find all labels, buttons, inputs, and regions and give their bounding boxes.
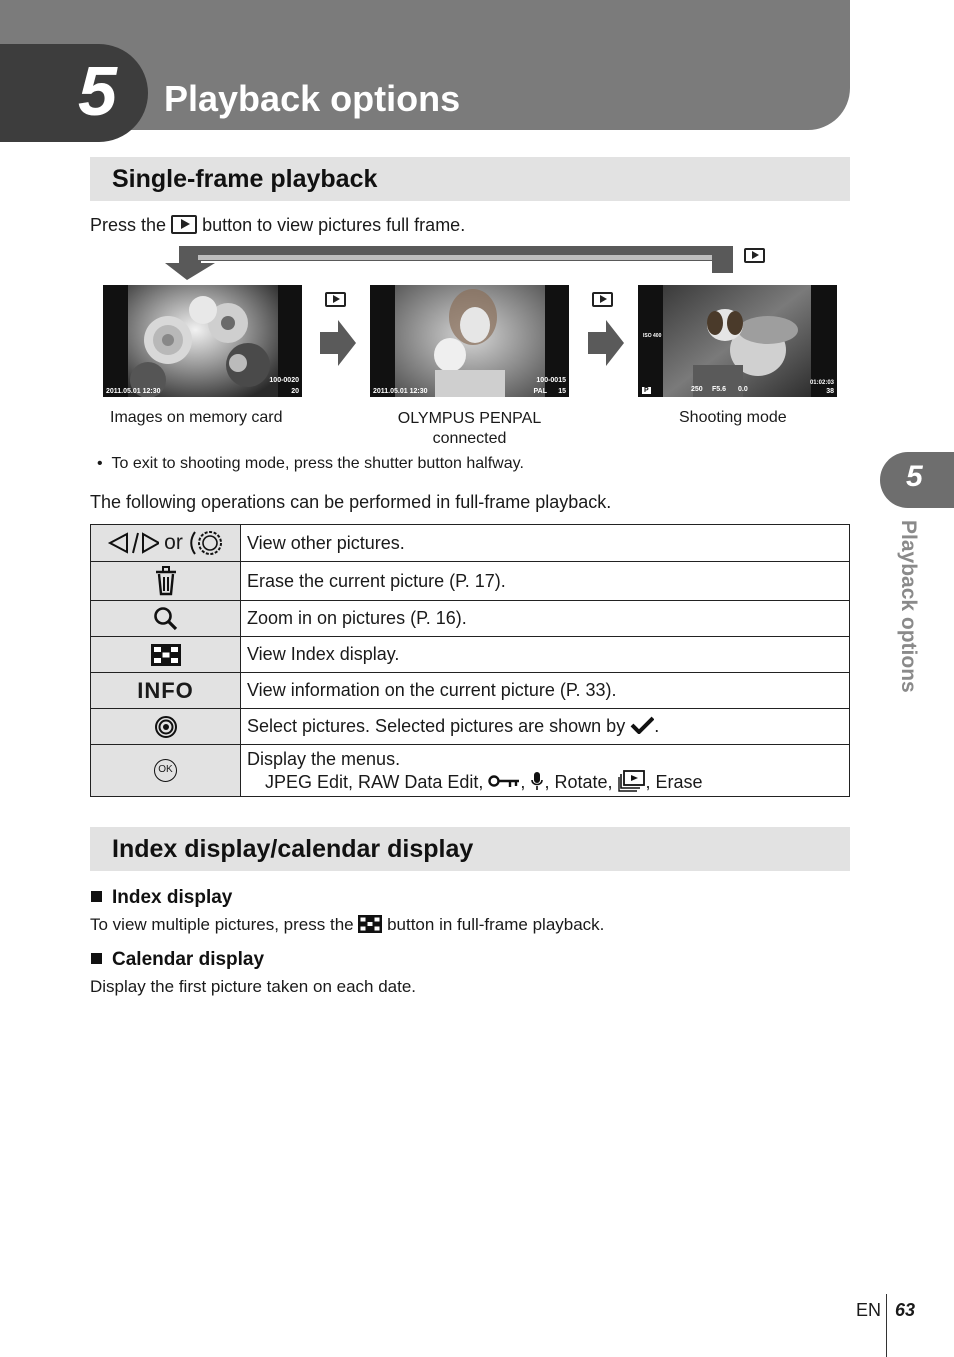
select-button-icon [154,715,178,739]
menu-items-d: , Erase [645,771,703,792]
or-text: or [164,531,183,554]
section-title-single-frame: Single-frame playback [112,165,378,193]
ok-button-icon: OK [154,759,177,782]
chapter-title: Playback options [164,78,461,119]
side-tab-number: 5 [906,460,923,493]
screen-memory-card [103,285,302,397]
description-cell [241,745,850,797]
footer-divider [886,1294,887,1357]
info-button-label: INFO [137,677,194,703]
osd-file-number: 100-0020 [269,377,299,384]
index-display-text [90,915,604,935]
key-cell [91,637,241,673]
osd-exposure: 0.0 [738,386,748,393]
index-grid-icon [358,915,382,933]
description-cell [241,709,850,745]
osd-shutter: 250 [691,386,703,393]
osd-shots-remaining: 38 [826,388,834,395]
key-cell [91,562,241,601]
osd-frame-count: 15 [558,388,566,395]
select-text: Select pictures. Selected pictures are shown by [247,716,626,736]
footer-language: EN [856,1300,882,1320]
index-text-after: button in full-frame playback. [387,915,605,934]
intro-after: button to view pictures full frame. [202,215,466,235]
description-cell: View information on the current picture (P. 33). [241,673,850,709]
table-row [91,745,850,797]
protect-key-icon [488,774,520,788]
index-grid-icon [151,644,181,666]
side-tab-label: Playback options [897,520,920,693]
playback-icon [592,292,613,307]
osd-frame-count: 20 [291,388,299,395]
chapter-number: 5 [78,52,117,130]
index-text-before: To view multiple pictures, press the [90,915,354,934]
microphone-icon [530,771,544,791]
subheading-index-display: Index display [91,887,232,909]
section-heading [90,827,850,871]
check-mark-icon [630,716,654,734]
calendar-display-text: Display the first picture taken on each date. [90,977,417,996]
key-cell [91,525,241,562]
playback-icon [171,215,197,234]
section-title-index-calendar: Index display/calendar display [112,835,474,863]
zoom-icon [153,606,179,632]
description-cell: View Index display. [241,637,850,673]
flower-photo [128,285,278,397]
osd-time: 01:02:03 [809,380,834,386]
caption-penpal: OLYMPUS PENPAL connected [397,410,542,447]
playback-icon [744,248,765,263]
right-arrow-icon [588,320,624,366]
operations-intro: The following operations can be performed in full-frame playback. [90,492,612,512]
return-arrow [163,243,743,283]
playback-icon [325,292,346,307]
mother-baby-photo [395,285,545,397]
select-text-end: . [654,716,660,736]
menu-items-c: , Rotate, [544,771,613,792]
description-cell: Erase the current picture (P. 17). [241,562,850,601]
osd-date: 2011.05.01 12:30 [373,388,428,395]
osd-mode: P [644,387,649,394]
key-cell [91,601,241,637]
chapter-number-tab [0,44,148,142]
menu-items-b: , [520,771,526,792]
slideshow-icon [618,770,646,792]
note-bullet: • To exit to shooting mode, press the shutter button halfway. [97,455,524,472]
osd-file-number: 100-0015 [536,377,566,384]
table-row [91,637,850,673]
osd-iso: ISO 400 [643,333,662,339]
description-cell: View other pictures. [241,525,850,562]
page-number: 63 [895,1300,916,1320]
trash-icon [154,566,178,596]
arrow-left-right-icon [107,531,159,555]
osd-aperture: F5.6 [712,386,727,393]
intro-before: Press the [90,215,167,235]
key-cell [91,745,241,797]
osd-date: 2011.05.01 12:30 [106,388,161,395]
table-row [91,673,850,709]
menu-line-1: Display the menus. [247,748,401,769]
osd-penpal: PAL [533,388,547,395]
caption-shooting-mode: Shooting mode [679,409,787,426]
section-heading [90,157,850,201]
table-row [91,525,850,562]
screen-penpal-connected [370,285,569,397]
menu-line-2 [247,770,849,793]
intro-text [90,215,465,236]
dial-icon [188,529,224,557]
table-row [91,601,850,637]
subheading-calendar-display: Calendar display [91,949,264,971]
boy-puppy-photo [663,285,811,397]
description-cell: Zoom in on pictures (P. 16). [241,601,850,637]
table-row [91,709,850,745]
table-row [91,562,850,601]
operations-table [90,524,850,797]
key-cell [91,709,241,745]
key-cell [91,673,241,709]
caption-memory-card: Images on memory card [110,409,283,426]
note-text: To exit to shooting mode, press the shutter button halfway. [111,455,524,472]
right-arrow-icon [320,320,356,366]
chapter-side-tab [880,452,954,508]
menu-items-a: JPEG Edit, RAW Data Edit, [265,771,484,792]
screen-shooting-mode [638,285,837,397]
